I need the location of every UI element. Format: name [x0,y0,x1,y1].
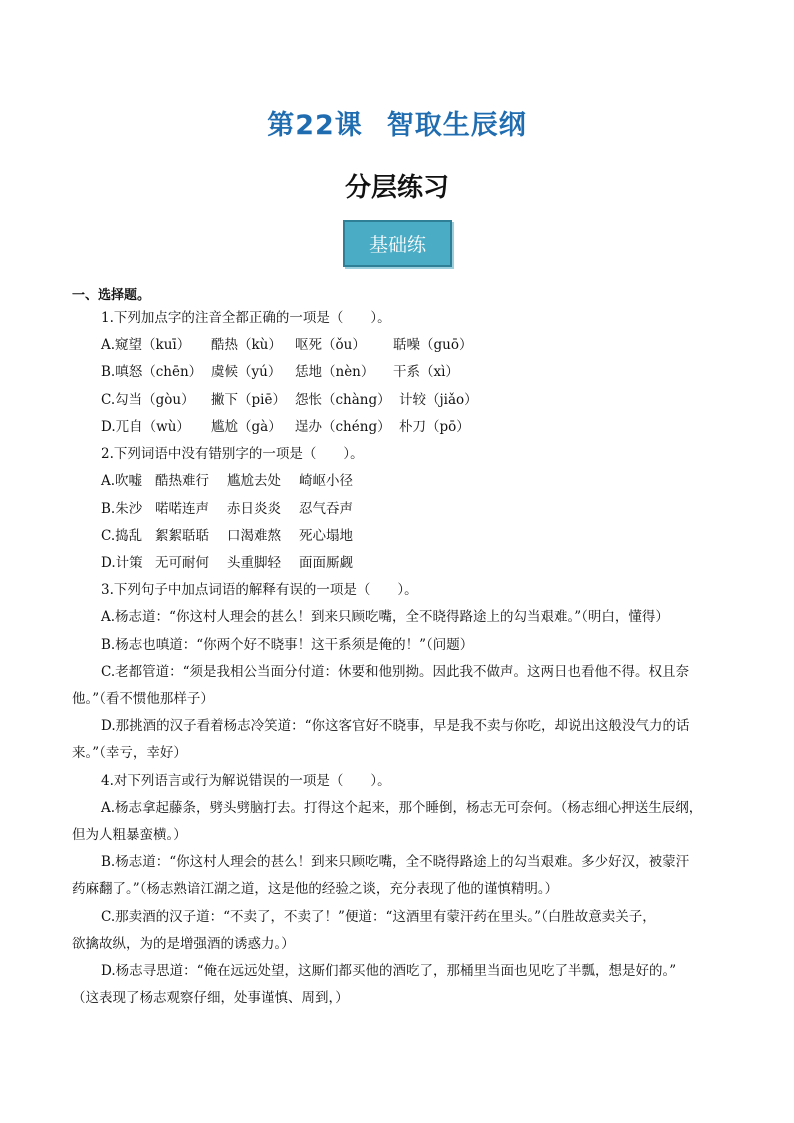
q1-stem: 1.下列加点字的注音全都正确的一项是（ ）。 [101,310,391,326]
q2-c-item: 口渴难熬 [227,528,281,544]
q4-option-d-cont: （这表现了杨志观察仔细，处事谨慎、周到，） [72,990,349,1006]
q4-option-c: C.那卖酒的汉子道：“不卖了，不卖了！”便道：“这酒里有蒙汗药在里头。”（白胜故意卖关子， [101,909,656,925]
q2-b-item: 忍气吞声 [299,501,353,517]
q1-d-item: D.兀自（wù） [101,419,190,435]
q3-option-b: B.杨志也嗔道：“你两个好不晓事！这干系须是俺的！”（问题） [101,637,474,653]
q3-option-d-cont: 来。”（幸亏，幸好） [72,745,187,761]
q4-option-b: B.杨志道：“你这村人理会的甚么！到来只顾吃嘴，全不晓得路途上的勾当艰难。多少好汉，被蒙汗 [101,854,690,870]
q2-option-a [101,471,353,491]
q1-b-item: 虞候（yú） [211,364,282,380]
q2-option-c [101,526,353,546]
q1-c-item: 怨怅（chàng） [295,392,391,408]
q4-option-c-cont: 欲擒故纵，为的是增强酒的诱惑力。） [72,936,295,952]
q2-option-d [101,553,353,573]
q1-option-d [101,417,470,437]
q4-option-d: D.杨志寻思道：“俺在远远处望，这厮们都买他的酒吃了，那桶里当面也见吃了半瓢，想是好的。” [101,963,677,979]
q4-stem: 4.对下列语言或行为解说错误的一项是（ ）。 [101,773,391,789]
q1-c-item: C.勾当（gòu） [101,392,195,408]
q2-d-item: 无可耐何 [155,555,209,571]
q1-b-item: 恁地（nèn） [295,364,375,380]
q2-c-item: 絮絮聒聒 [155,528,209,544]
q1-option-b [101,362,459,382]
level-badge [343,220,452,267]
q1-d-item: 尴尬（gà） [211,419,282,435]
q4-option-a: A.杨志拿起藤条，劈头劈脑打去。打得这个起来，那个睡倒，杨志无可奈何。（杨志细心押送生辰纲， [101,800,703,816]
q3-option-c-cont: 他。”（看不惯他那样子） [72,691,214,707]
q2-d-item: D.计策 [101,555,143,571]
q1-a-item: A.窥望（kuī） [101,337,191,353]
q1-a-item: 聒噪（guō） [393,337,473,353]
q3-option-c: C.老都管道：“须是我相公当面分付道：休要和他别拗。因此我不做声。这两日也看他不得。权且奈 [101,664,690,680]
q2-a-item: 崎岖小径 [299,473,353,489]
q2-b-item: 赤日炎炎 [227,501,281,517]
q1-c-item: 计较（jiǎo） [399,392,478,408]
level-badge-label: 基础练 [368,234,426,256]
q2-b-item: 喏喏连声 [155,501,209,517]
q3-option-d: D.那挑酒的汉子看着杨志冷笑道：“你这客官好不晓事，早是我不卖与你吃，却说出这般没气力的话 [101,718,690,734]
q1-a-item: 呕死（ǒu） [295,337,366,353]
q3-option-a: A.杨志道：“你这村人理会的甚么！到来只顾吃嘴，全不晓得路途上的勾当艰难。”（明白，懂得） [101,609,669,625]
q2-c-item: C.捣乱 [101,528,143,544]
q1-c-item: 撇下（piē） [211,392,286,408]
q2-a-item: 酷热难行 [155,473,209,489]
q4-option-b-cont: 药麻翻了。”（杨志熟谙江湖之道，这是他的经验之谈，充分表现了他的谨慎精明。） [72,881,559,897]
lesson-number: 第22课 [267,110,363,141]
q2-stem: 2.下列词语中没有错别字的一项是（ ）。 [101,446,364,462]
q1-option-c [101,390,478,410]
q3-stem: 3.下列句子中加点词语的解释有误的一项是（ ）。 [101,582,418,598]
q2-option-b [101,499,353,519]
q2-b-item: B.朱沙 [101,501,143,517]
q2-d-item: 头重脚轻 [227,555,281,571]
q2-a-item: A.吹嘘 [101,473,143,489]
page-subtitle: 分层练习 [344,173,449,203]
q2-a-item: 尴尬去处 [227,473,281,489]
q1-b-item: B.嗔怒（chēn） [101,364,203,380]
lesson-name: 智取生辰纲 [386,110,527,141]
section-title: 一、选择题。 [72,288,151,303]
q1-d-item: 逞办（chéng） [295,419,391,435]
q1-b-item: 干系（xì） [393,364,459,380]
q1-option-a [101,335,472,355]
q1-d-item: 朴刀（pō） [399,419,470,435]
q1-a-item: 酷热（kù） [211,337,282,353]
lesson-title [0,103,794,142]
q4-option-a-cont: 但为人粗暴蛮横。） [72,827,187,843]
q2-c-item: 死心塌地 [299,528,353,544]
q2-d-item: 面面厮觑 [299,555,353,571]
